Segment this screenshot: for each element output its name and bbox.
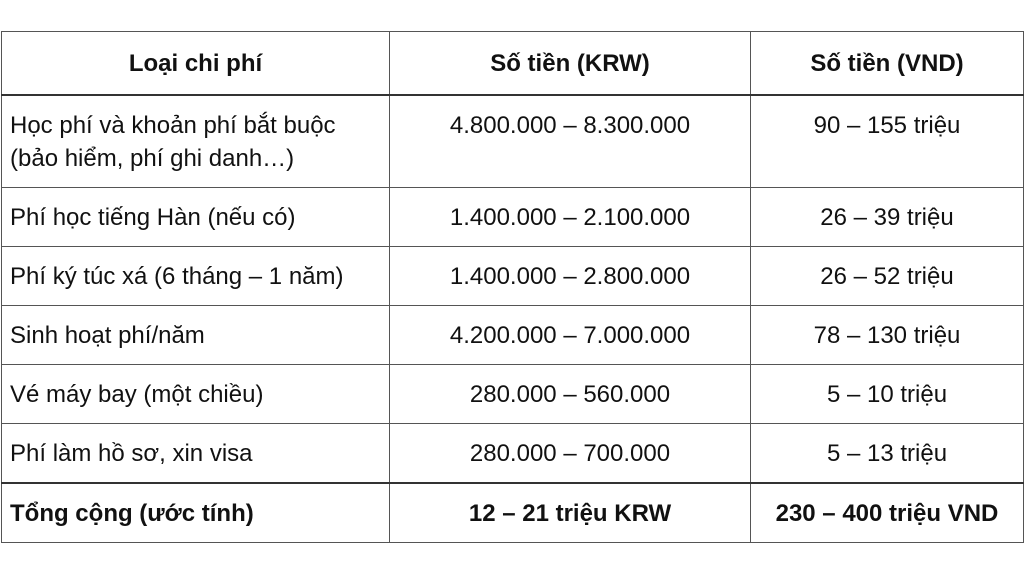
table-header-row xyxy=(2,32,1024,96)
cost-type-cell: Phí làm hồ sơ, xin visa xyxy=(2,424,390,484)
krw-cell: 1.400.000 – 2.800.000 xyxy=(390,247,751,306)
total-vnd-cell: 230 – 400 triệu VND xyxy=(751,483,1024,543)
table-total-row xyxy=(2,483,1024,543)
column-header-krw: Số tiền (KRW) xyxy=(390,32,751,96)
total-krw-cell: 12 – 21 triệu KRW xyxy=(390,483,751,543)
krw-cell: 4.800.000 – 8.300.000 xyxy=(390,95,751,188)
total-label-cell: Tổng cộng (ước tính) xyxy=(2,483,390,543)
table-row xyxy=(2,306,1024,365)
table-row xyxy=(2,424,1024,484)
vnd-cell: 26 – 39 triệu xyxy=(751,188,1024,247)
cost-type-cell xyxy=(2,95,390,188)
vnd-cell: 26 – 52 triệu xyxy=(751,247,1024,306)
vnd-cell: 78 – 130 triệu xyxy=(751,306,1024,365)
krw-cell: 4.200.000 – 7.000.000 xyxy=(390,306,751,365)
cost-type-line: (bảo hiểm, phí ghi danh…) xyxy=(10,145,295,172)
cost-type-cell: Sinh hoạt phí/năm xyxy=(2,306,390,365)
column-header-vnd: Số tiền (VND) xyxy=(751,32,1024,96)
table-row xyxy=(2,365,1024,424)
cost-type-cell: Phí học tiếng Hàn (nếu có) xyxy=(2,188,390,247)
cost-table xyxy=(1,31,1024,543)
cost-type-cell: Vé máy bay (một chiều) xyxy=(2,365,390,424)
krw-cell: 280.000 – 560.000 xyxy=(390,365,751,424)
column-header-cost-type: Loại chi phí xyxy=(2,32,390,96)
cost-type-cell: Phí ký túc xá (6 tháng – 1 năm) xyxy=(2,247,390,306)
table-row xyxy=(2,95,1024,188)
cost-table-container xyxy=(1,31,1024,543)
krw-cell: 280.000 – 700.000 xyxy=(390,424,751,484)
vnd-cell: 5 – 10 triệu xyxy=(751,365,1024,424)
vnd-cell: 90 – 155 triệu xyxy=(751,95,1024,188)
cost-type-line: Học phí và khoản phí bắt buộc xyxy=(10,112,336,139)
krw-cell: 1.400.000 – 2.100.000 xyxy=(390,188,751,247)
table-row xyxy=(2,247,1024,306)
table-row xyxy=(2,188,1024,247)
vnd-cell: 5 – 13 triệu xyxy=(751,424,1024,484)
